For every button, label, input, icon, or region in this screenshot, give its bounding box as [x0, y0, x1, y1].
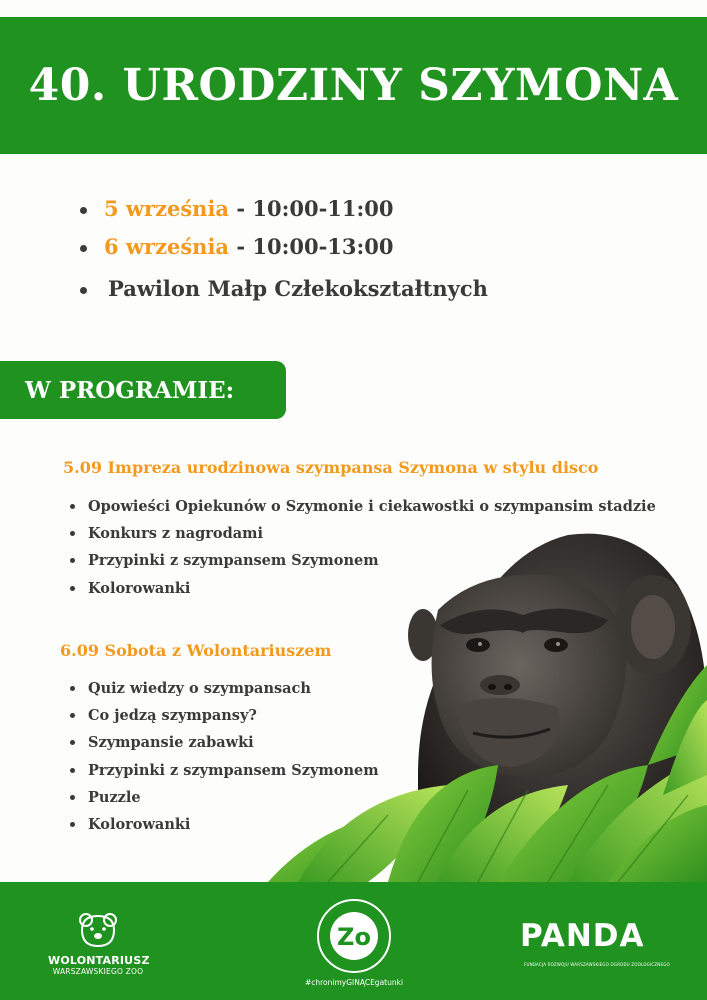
panda-logo — [520, 918, 670, 978]
wolontariusz-subtext: WARSZAWSKIEGO ZOO — [52, 967, 144, 976]
time-range: - 10:00-13:00 — [229, 234, 394, 259]
header-banner — [0, 17, 707, 154]
program-heading: W PROGRAMIE: — [25, 376, 235, 404]
date-item-1 — [80, 190, 488, 228]
zoo-emblem-icon — [314, 896, 394, 976]
panda-subtext: FUNDACJA ROZWOJU WARSZAWSKIEGO OGRODU ZOOLOGICZNEGO — [524, 962, 670, 967]
list-item: Puzzle — [68, 784, 379, 811]
zoo-hashtag: #chronimyGINĄCEgatunki — [304, 978, 404, 987]
program-tab — [0, 361, 286, 419]
list-item: Szympansie zabawki — [68, 729, 379, 756]
date-label: 5 września — [104, 196, 230, 221]
footer — [0, 882, 707, 1000]
event-dates-list — [80, 190, 488, 308]
svg-text:Zo: Zo — [337, 923, 371, 951]
bear-icon — [76, 912, 120, 948]
list-item: Konkurs z nagrodami — [68, 520, 656, 547]
time-range: - 10:00-11:00 — [229, 196, 394, 221]
list-item: Opowieści Opiekunów o Szymonie i ciekawostki o szympansim stadzie — [68, 493, 656, 520]
list-item: Co jedzą szympansy? — [68, 702, 379, 729]
panda-name: PANDA — [520, 918, 645, 954]
section-title-2: 6.09 Sobota z Wolontariuszem — [60, 641, 332, 660]
chimpanzee-illustration — [268, 515, 707, 882]
section-title-1: 5.09 Impreza urodzinowa szympansa Szymona w stylu disco — [63, 458, 599, 477]
list-item: Kolorowanki — [68, 811, 379, 838]
date-item-2 — [80, 228, 488, 266]
list-item: Przypinki z szympansem Szymonem — [68, 547, 656, 574]
date-label: 6 września — [104, 234, 230, 259]
wolontariusz-logo — [48, 912, 148, 982]
list-item: Kolorowanki — [68, 575, 656, 602]
page-title: 40. URODZINY SZYMONA — [28, 60, 679, 111]
wolontariusz-text: WOLONTARIUSZ — [48, 954, 150, 967]
zoo-logo — [294, 896, 414, 996]
list-item: Quiz wiedzy o szympansach — [68, 675, 379, 702]
venue: Pawilon Małp Człekokształtnych — [80, 270, 488, 308]
list-item: Przypinki z szympansem Szymonem — [68, 757, 379, 784]
